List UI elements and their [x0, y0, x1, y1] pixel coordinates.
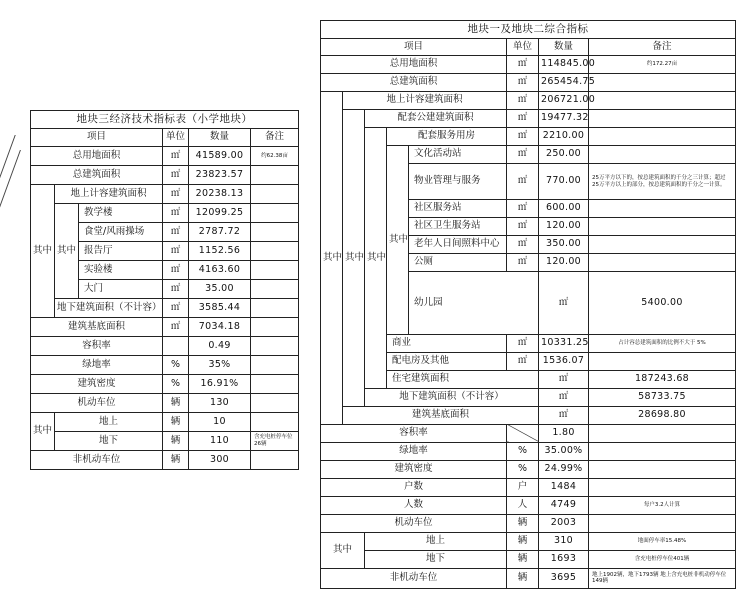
- row-unit: %: [163, 375, 189, 394]
- row-note: [251, 261, 299, 280]
- row-label: 地下: [365, 550, 507, 568]
- row-note: [251, 223, 299, 242]
- table-row: [321, 496, 736, 514]
- row-qty: 310: [539, 532, 589, 550]
- row-label: 大门: [79, 280, 163, 299]
- row-unit: %: [507, 460, 539, 478]
- table-row: [31, 147, 299, 166]
- row-qty: 206721.00: [539, 92, 589, 110]
- edge-line: [0, 150, 21, 210]
- table-row: [321, 128, 736, 146]
- row-qty: 35%: [189, 356, 251, 375]
- row-note: [589, 424, 736, 442]
- row-note: [589, 478, 736, 496]
- row-qty: 7034.18: [189, 318, 251, 337]
- row-qty: 16.91%: [189, 375, 251, 394]
- school-plot-indicator-table: [30, 110, 299, 470]
- row-label: 配电房及其他: [387, 352, 507, 370]
- row-qty: 23823.57: [189, 166, 251, 185]
- row-unit: ㎡: [539, 388, 589, 406]
- row-note: [589, 254, 736, 272]
- row-note: [251, 413, 299, 432]
- row-note: [251, 394, 299, 413]
- row-unit: ㎡: [507, 352, 539, 370]
- row-note: [251, 356, 299, 375]
- col-header-qty: 数量: [539, 39, 589, 56]
- row-label: 老年人日间照料中心: [409, 236, 507, 254]
- row-unit: ㎡: [507, 128, 539, 146]
- row-qty: 20238.13: [189, 185, 251, 204]
- row-unit: 户: [507, 478, 539, 496]
- col-header-qty: 数量: [189, 129, 251, 147]
- col-header-item: 项目: [31, 129, 163, 147]
- row-note: [251, 166, 299, 185]
- col-header-note: 备注: [251, 129, 299, 147]
- table-row: [321, 460, 736, 478]
- row-label: 地下建筑面积（不计容）: [365, 388, 539, 406]
- table-row: [31, 356, 299, 375]
- row-note: [251, 318, 299, 337]
- row-unit: ㎡: [163, 318, 189, 337]
- row-unit: %: [507, 442, 539, 460]
- row-unit: 辆: [507, 550, 539, 568]
- row-unit: ㎡: [507, 56, 539, 74]
- row-unit: ㎡: [507, 236, 539, 254]
- row-note: [589, 352, 736, 370]
- row-note: [589, 92, 736, 110]
- row-qty: 35.00: [189, 280, 251, 299]
- row-qty: 770.00: [539, 164, 589, 200]
- row-note: 占计容总建筑面积的比例不大于 5%: [589, 334, 736, 352]
- row-label: 总建筑面积: [31, 166, 163, 185]
- table-row: [321, 550, 736, 568]
- row-note: [589, 74, 736, 92]
- row-qty: 600.00: [539, 200, 589, 218]
- row-label: 地上: [365, 532, 507, 550]
- row-unit: ㎡: [163, 223, 189, 242]
- row-note: [251, 337, 299, 356]
- row-note: [589, 442, 736, 460]
- row-label: 容积率: [321, 424, 507, 442]
- table-row: [321, 442, 736, 460]
- row-unit: ㎡: [507, 92, 539, 110]
- group-label: 其中: [31, 413, 55, 451]
- row-unit: ㎡: [507, 218, 539, 236]
- row-qty: 1536.07: [539, 352, 589, 370]
- row-unit: 辆: [507, 532, 539, 550]
- row-unit: 辆: [163, 432, 189, 451]
- col-header-unit: 单位: [163, 129, 189, 147]
- row-qty: 58733.75: [589, 388, 736, 406]
- row-note: 含充电桩停车位401辆: [589, 550, 736, 568]
- row-unit: [163, 337, 189, 356]
- row-unit-empty: [507, 424, 539, 442]
- table-row: [31, 299, 299, 318]
- group-label: 其中: [321, 532, 365, 568]
- row-label: 地下: [55, 432, 163, 451]
- row-unit: ㎡: [163, 261, 189, 280]
- row-note: [589, 146, 736, 164]
- col-header-unit: 单位: [507, 39, 539, 56]
- row-qty: 10: [189, 413, 251, 432]
- row-label: 物业管理与服务: [409, 164, 507, 200]
- table-row: [31, 204, 299, 223]
- row-unit: 辆: [507, 514, 539, 532]
- row-label: 绿地率: [321, 442, 507, 460]
- row-note: [251, 242, 299, 261]
- row-label: 商业: [387, 334, 507, 352]
- row-qty: 12099.25: [189, 204, 251, 223]
- group-label: 其中: [343, 110, 365, 407]
- table-row: [321, 532, 736, 550]
- row-qty: 3695: [539, 568, 589, 588]
- row-label: 文化活动站: [409, 146, 507, 164]
- row-unit: 辆: [163, 451, 189, 470]
- group-label: 其中: [31, 185, 55, 318]
- row-unit: ㎡: [539, 272, 589, 335]
- group-label: 其中: [387, 146, 409, 335]
- row-label: 非机动车位: [321, 568, 507, 588]
- row-unit: %: [163, 356, 189, 375]
- row-note: 每户3.2人计算: [589, 496, 736, 514]
- table-row: [31, 432, 299, 451]
- row-note: 约172.27亩: [589, 56, 736, 74]
- plot-1-2-table-sheet: [320, 20, 735, 589]
- row-note: 25万平方以下的，按总建筑面积的千分之三计算；超过 25万平方以上的部分，按总建筑面积的千分之一计算。: [589, 164, 736, 200]
- table-title: 地块三经济技术指标表（小学地块）: [31, 111, 299, 129]
- row-note: [251, 204, 299, 223]
- row-label: 配套服务用房: [387, 128, 507, 146]
- row-qty: 19477.32: [539, 110, 589, 128]
- row-unit: ㎡: [539, 406, 589, 424]
- table-row: [321, 110, 736, 128]
- row-label: 户数: [321, 478, 507, 496]
- row-unit: ㎡: [507, 74, 539, 92]
- row-label: 住宅建筑面积: [387, 370, 539, 388]
- row-label: 建筑基底面积: [31, 318, 163, 337]
- row-note: [251, 299, 299, 318]
- row-qty: 2003: [539, 514, 589, 532]
- row-note: [251, 185, 299, 204]
- row-label: 绿地率: [31, 356, 163, 375]
- row-qty: 1484: [539, 478, 589, 496]
- row-qty: 5400.00: [589, 272, 736, 335]
- row-unit: ㎡: [163, 204, 189, 223]
- row-unit: ㎡: [507, 254, 539, 272]
- row-qty: 1.80: [539, 424, 589, 442]
- row-qty: 28698.80: [589, 406, 736, 424]
- row-label: 地上: [55, 413, 163, 432]
- row-qty: 120.00: [539, 254, 589, 272]
- row-note: [589, 236, 736, 254]
- table-row: [321, 568, 736, 588]
- row-unit: ㎡: [163, 185, 189, 204]
- row-note: [589, 218, 736, 236]
- row-unit: ㎡: [507, 110, 539, 128]
- row-note: [589, 514, 736, 532]
- row-label: 总用地面积: [31, 147, 163, 166]
- table-row: [31, 166, 299, 185]
- row-label: 幼儿园: [409, 272, 539, 335]
- row-note: 地面停车率15.48%: [589, 532, 736, 550]
- table-row: [321, 388, 736, 406]
- row-note: [589, 200, 736, 218]
- table-row: [321, 406, 736, 424]
- row-unit: ㎡: [507, 164, 539, 200]
- table-row: [31, 185, 299, 204]
- table-row: [31, 337, 299, 356]
- group-label: 其中: [55, 204, 79, 299]
- school-plot-table-sheet: [30, 110, 298, 470]
- row-qty: 250.00: [539, 146, 589, 164]
- row-qty: 120.00: [539, 218, 589, 236]
- row-label: 教学楼: [79, 204, 163, 223]
- table-row: [31, 394, 299, 413]
- row-qty: 35.00%: [539, 442, 589, 460]
- row-note: [251, 280, 299, 299]
- row-qty: 1152.56: [189, 242, 251, 261]
- group-label: 其中: [365, 128, 387, 389]
- row-qty: 3585.44: [189, 299, 251, 318]
- row-label: 公厕: [409, 254, 507, 272]
- row-label: 社区服务站: [409, 200, 507, 218]
- table-row: [31, 375, 299, 394]
- row-qty: 0.49: [189, 337, 251, 356]
- row-label: 容积率: [31, 337, 163, 356]
- row-label: 机动车位: [321, 514, 507, 532]
- header-row: [31, 129, 299, 147]
- row-label: 人数: [321, 496, 507, 514]
- row-qty: 24.99%: [539, 460, 589, 478]
- row-note: 约62.38亩: [251, 147, 299, 166]
- row-label: 建筑密度: [321, 460, 507, 478]
- table-row: [31, 318, 299, 337]
- row-qty: 110: [189, 432, 251, 451]
- row-label: 地上计容建筑面积: [55, 185, 163, 204]
- table-row: [321, 424, 736, 442]
- row-qty: 300: [189, 451, 251, 470]
- row-unit: ㎡: [163, 242, 189, 261]
- table-row: [321, 74, 736, 92]
- row-qty: 10331.25: [539, 334, 589, 352]
- row-note: [589, 128, 736, 146]
- table-row: [321, 478, 736, 496]
- table-row: [31, 413, 299, 432]
- row-unit: ㎡: [507, 334, 539, 352]
- row-label: 报告厅: [79, 242, 163, 261]
- row-label: 地上计容建筑面积: [343, 92, 507, 110]
- row-unit: ㎡: [163, 280, 189, 299]
- row-label: 食堂/风雨操场: [79, 223, 163, 242]
- row-qty: 1693: [539, 550, 589, 568]
- row-note: [251, 451, 299, 470]
- row-qty: 2787.72: [189, 223, 251, 242]
- header-row: [321, 39, 736, 56]
- row-unit: ㎡: [507, 146, 539, 164]
- row-label: 总建筑面积: [321, 74, 507, 92]
- col-header-note: 备注: [589, 39, 736, 56]
- table-row: [321, 92, 736, 110]
- row-label: 社区卫生服务站: [409, 218, 507, 236]
- row-qty: 41589.00: [189, 147, 251, 166]
- table-row: [321, 514, 736, 532]
- row-label: 地下建筑面积（不计容）: [55, 299, 163, 318]
- row-note: 含充电桩停车位26辆: [251, 432, 299, 451]
- row-unit: 辆: [163, 413, 189, 432]
- row-note: [589, 460, 736, 478]
- row-qty: 2210.00: [539, 128, 589, 146]
- row-unit: ㎡: [507, 200, 539, 218]
- row-unit: ㎡: [163, 147, 189, 166]
- row-note: [589, 110, 736, 128]
- row-label: 配套公建建筑面积: [365, 110, 507, 128]
- row-label: 非机动车位: [31, 451, 163, 470]
- col-header-item: 项目: [321, 39, 507, 56]
- row-label: 建筑密度: [31, 375, 163, 394]
- row-qty: 265454.75: [539, 74, 589, 92]
- row-qty: 350.00: [539, 236, 589, 254]
- row-note: [251, 375, 299, 394]
- row-label: 实验楼: [79, 261, 163, 280]
- row-unit: 人: [507, 496, 539, 514]
- row-note: 地上1902辆，地下1793辆 地上含充电桩非机动停车位149辆: [589, 568, 736, 588]
- row-unit: ㎡: [163, 299, 189, 318]
- table-row: [31, 451, 299, 470]
- row-unit: ㎡: [539, 370, 589, 388]
- plot-1-2-indicator-table: [320, 20, 736, 589]
- row-label: 机动车位: [31, 394, 163, 413]
- row-qty: 114845.00: [539, 56, 589, 74]
- row-unit: ㎡: [163, 166, 189, 185]
- row-qty: 187243.68: [589, 370, 736, 388]
- row-label: 总用地面积: [321, 56, 507, 74]
- table-row: [321, 56, 736, 74]
- row-unit: 辆: [163, 394, 189, 413]
- row-unit: 辆: [507, 568, 539, 588]
- row-qty: 4163.60: [189, 261, 251, 280]
- row-qty: 130: [189, 394, 251, 413]
- row-label: 建筑基底面积: [343, 406, 539, 424]
- row-qty: 4749: [539, 496, 589, 514]
- table-title: 地块一及地块二综合指标: [321, 21, 736, 39]
- group-label: 其中: [321, 92, 343, 425]
